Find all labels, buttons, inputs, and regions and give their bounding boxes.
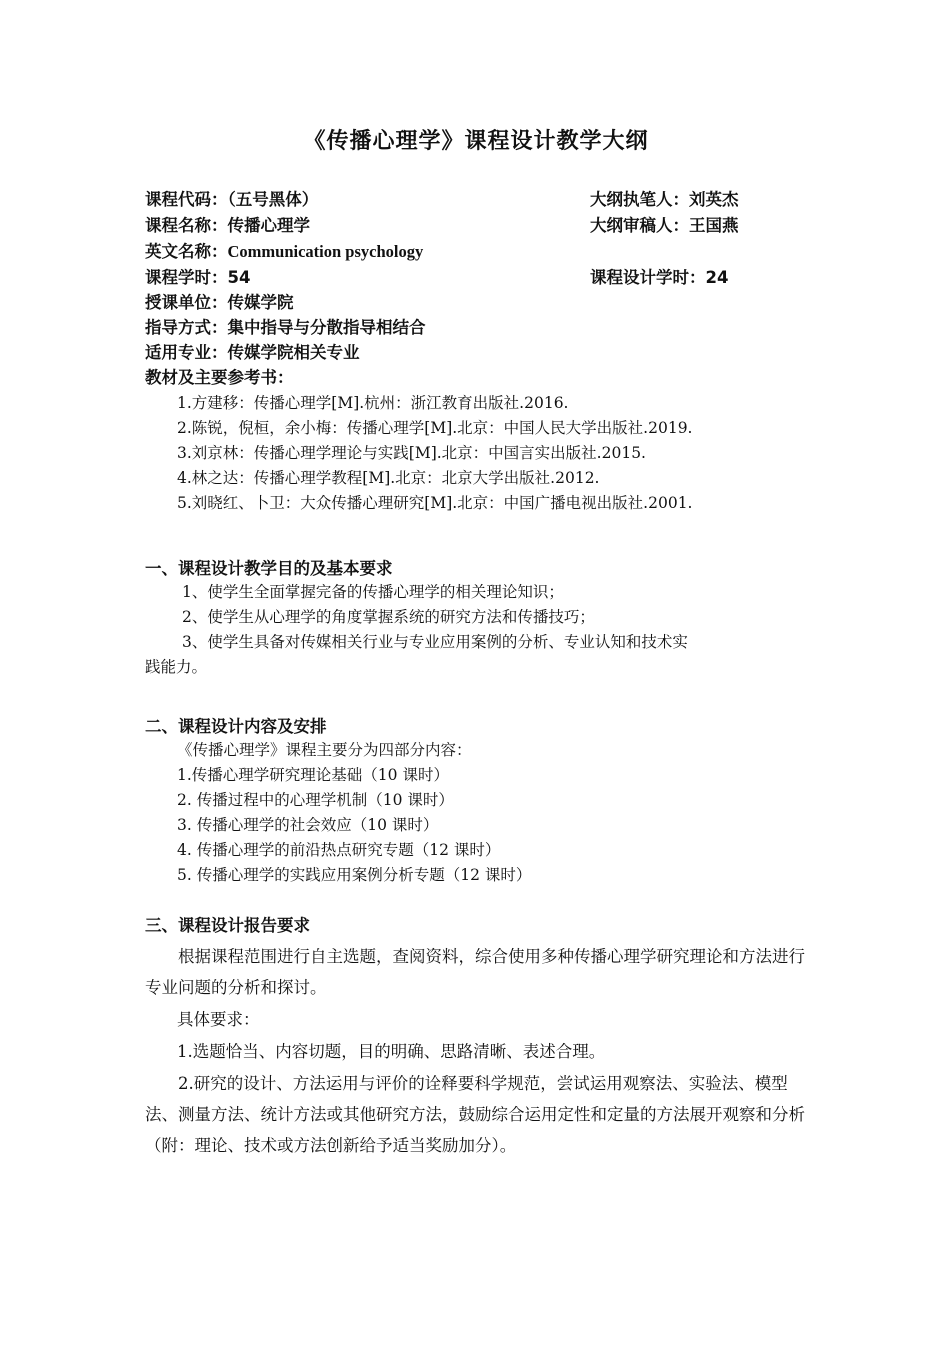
section-heading: 一、课程设计教学目的及基本要求 (145, 559, 393, 578)
syllabus-reviewer: 大纲审稿人：王国燕 (590, 216, 739, 235)
content-item: 1.传播心理学研究理论基础（10 课时） (177, 766, 449, 784)
objective-item: 1、使学生全面掌握完备的传播心理学的相关理论知识； (182, 583, 564, 601)
textbooks-label: 教材及主要参考书： (145, 368, 294, 387)
reference-item: 1.方建移：传播心理学[M].杭州：浙江教育出版社.2016. (177, 394, 569, 412)
section-heading: 二、课程设计内容及安排 (145, 717, 327, 736)
reference-item: 5.刘晓红、卜卫：大众传播心理研究[M].北京：中国广播电视出版社.2001. (177, 494, 693, 512)
objective-item: 3、使学生具备对传媒相关行业与专业应用案例的分析、专业认知和技术实 (182, 633, 688, 651)
content-item: 4. 传播心理学的前沿热点研究专题（12 课时） (177, 841, 501, 859)
design-hours: 课程设计学时：24 (590, 268, 729, 287)
content-item: 2. 传播过程中的心理学机制（10 课时） (177, 791, 454, 809)
objective-item: 2、使学生从心理学的角度掌握系统的研究方法和传播技巧； (182, 608, 595, 626)
reference-item: 4.林之达：传播心理学教程[M].北京：北京大学出版社.2012. (177, 469, 600, 487)
english-name-value: Communication psychology (227, 242, 424, 261)
content-intro: 《传播心理学》课程主要分为四部分内容： (177, 741, 472, 759)
requirement-item: 1.选题恰当、内容切题，目的明确、思路清晰、表述合理。 (177, 1042, 606, 1061)
report-paragraph: 根据课程范围进行自主选题，查阅资料，综合使用多种传播心理学研究理论和方法进行专业问题的分析和探讨。 (145, 947, 805, 997)
reference-item: 2.陈锐，倪桓，余小梅：传播心理学[M].北京：中国人民大学出版社.2019. (177, 419, 693, 437)
english-name-label: 英文名称： (145, 242, 228, 261)
document-title: 《传播心理学》课程设计教学大纲 (303, 129, 649, 154)
requirement-item: 2.研究的设计、方法运用与评价的诠释要科学规范，尝试运用观察法、实验法、模型法、测量方法、统计方法或其他研究方法，鼓励综合运用定性和定量的方法展开观察和分析（附：理论、技术或方法创新给予适当奖励加分）。 (145, 1074, 805, 1155)
objective-item-continuation: 践能力。 (145, 658, 208, 676)
requirements-label: 具体要求： (177, 1010, 260, 1029)
content-item: 3. 传播心理学的社会效应（10 课时） (177, 816, 439, 834)
course-name: 课程名称：传播心理学 (145, 216, 310, 235)
english-name (145, 242, 423, 262)
section-heading: 三、课程设计报告要求 (145, 916, 310, 935)
reference-item: 3.刘京林：传播心理学理论与实践[M].北京：中国言实出版社.2015. (177, 444, 646, 462)
guidance-method: 指导方式：集中指导与分散指导相结合 (145, 318, 426, 337)
content-item: 5. 传播心理学的实践应用案例分析专题（12 课时） (177, 866, 532, 884)
course-hours: 课程学时：54 (145, 268, 251, 287)
course-code: 课程代码：（五号黑体） (145, 190, 319, 209)
syllabus-author: 大纲执笔人：刘英杰 (590, 190, 739, 209)
applicable-major: 适用专业：传媒学院相关专业 (145, 343, 360, 362)
teaching-unit: 授课单位：传媒学院 (145, 293, 294, 312)
